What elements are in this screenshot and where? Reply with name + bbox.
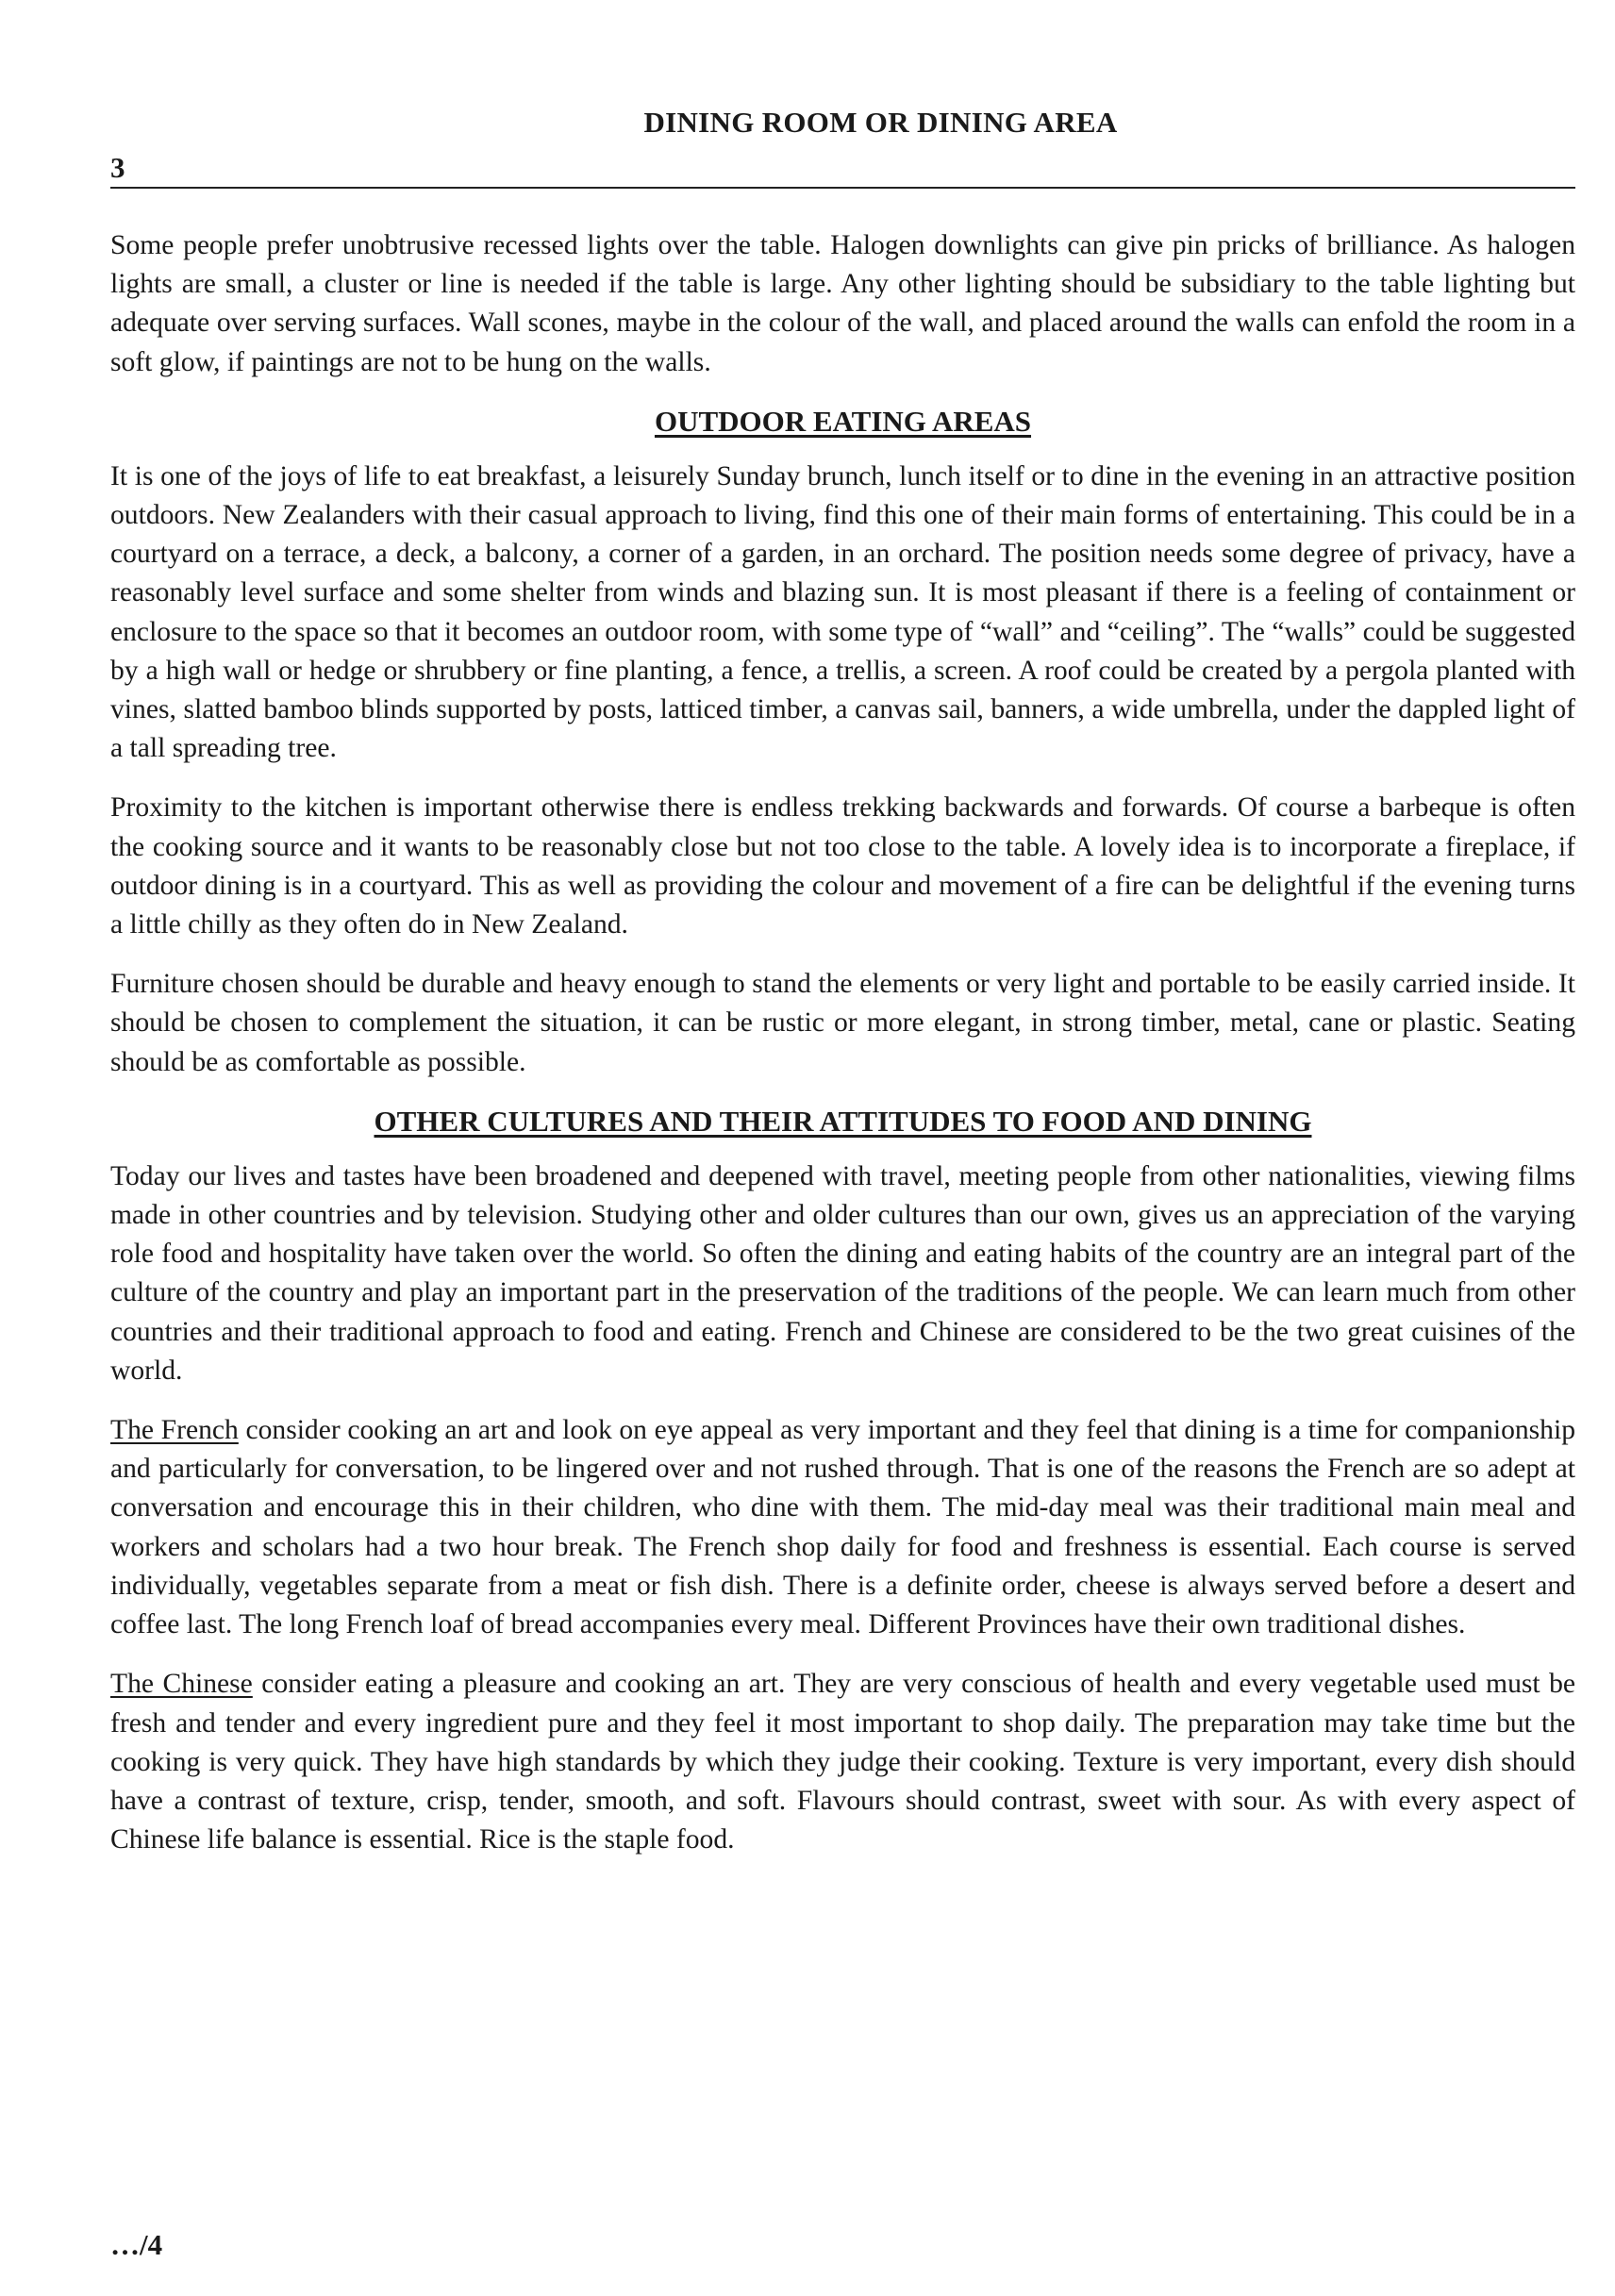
running-head-title: DINING ROOM OR DINING AREA: [643, 106, 1118, 139]
paragraph-cultures-1: Today our lives and tastes have been broadened and deepened with travel, meeting people from other nationalities, viewing films made in other countries and by television. Studying other and older cultures than our own, gives us an appreciation of the varying role food and hospitality have taken over the world. So often the dining and eating habits of the country are an integral part of the culture of the country and play an important part in the preservation of the traditions of the people. We can learn much from other countries and their traditional approach to food and eating. French and Chinese are considered to be the two great cuisines of the world.: [110, 1160, 1575, 1386]
paragraph-outdoor-1: It is one of the joys of life to eat breakfast, a leisurely Sunday brunch, lunch itself or to dine in the evening in an attractive position outdoors. New Zealanders with their casual approach to living, find this one of their main forms of entertaining. This could be in a courtyard on a terrace, a deck, a balcony, a corner of a garden, in an orchard. The position needs some degree of privacy, have a reasonably level surface and some shelter from winds and blazing sun. It is most pleasant if there is a feeling of containment or enclosure to the space so that it becomes an outdoor room, with some type of “wall” and “ceiling”. The “walls” could be suggested by a high wall or hedge or shrubbery or fine planting, a fence, a trellis, a screen. A roof could be created by a pergola planted with vines, slatted bamboo blinds supported by posts, latticed timber, a canvas sail, banners, a wide umbrella, under the dappled light of a tall spreading tree.: [110, 460, 1575, 764]
document-body: [110, 226, 1575, 1859]
chinese-text: consider eating a pleasure and cooking an art. They are very conscious of health and every vegetable used must be fresh and tender and every ingredient pure and they feel it most important to shop daily. The preparation may take time but the cooking is very quick. They have high standards by which they judge their cooking. Texture is very important, every dish should have a contrast of texture, crisp, tender, smooth, and soft. Flavours should contrast, sweet with sour. As with every aspect of Chinese life balance is essential. Rice is the staple food.: [110, 1669, 1575, 1855]
paragraph-french: [110, 1411, 1575, 1644]
paragraph-chinese: [110, 1665, 1575, 1859]
continued-marker: …/4: [110, 2228, 163, 2261]
french-lead: The French: [110, 1415, 239, 1446]
paragraph-outdoor-3: Furniture chosen should be durable and heavy enough to stand the elements or very light and portable to be easily carried inside. It should be chosen to complement the situation, it can be rustic or more elegant, in strong timber, metal, cane or plastic. Seating should be as comfortable as possible.: [110, 969, 1575, 1077]
chinese-lead: The Chinese: [110, 1669, 253, 1700]
french-text: consider cooking an art and look on eye appeal as very important and they feel that dining is a time for companionship and particularly for conversation, to be lingered over and not rushed through. That is one of the reasons the French are so adept at conversation and encourage this in their children, who dine with them. The mid-day meal was their traditional main meal and workers and scholars had a two hour break. The French shop daily for food and freshness is essential. Each course is served individually, vegetables separate from a meat or fish dish. There is a definite order, cheese is always served before a desert and coffee last. The long French loaf of bread accompanies every meal. Different Provinces have their own traditional dishes.: [110, 1415, 1575, 1640]
heading-other-cultures: OTHER CULTURES AND THEIR ATTITUDES TO FOOD AND DINING: [374, 1104, 1312, 1138]
heading-outdoor-eating-areas: OUTDOOR EATING AREAS: [654, 404, 1032, 438]
header-rule: [110, 145, 1575, 189]
paragraph-outdoor-2: Proximity to the kitchen is important otherwise there is endless trekking backwards and forwards. Of course a barbeque is often the cooking source and it wants to be reasonably close but not too close to the table. A lovely idea is to incorporate a fireplace, if outdoor dining is in a courtyard. This as well as providing the colour and movement of a fire can be delightful if the evening turns a little chilly as they often do in New Zealand.: [110, 792, 1575, 940]
document-page: [110, 104, 1575, 1880]
paragraph-lighting: Some people prefer unobtrusive recessed lights over the table. Halogen downlights can give pin pricks of brilliance. As halogen lights are small, a cluster or line is needed if the table is large. Any other lighting should be subsidiary to the table lighting but adequate over serving surfaces. Wall scones, maybe in the colour of the wall, and placed around the walls can enfold the room in a soft glow, if paintings are not to be hung on the walls.: [110, 230, 1575, 377]
page-number: 3: [110, 151, 125, 184]
